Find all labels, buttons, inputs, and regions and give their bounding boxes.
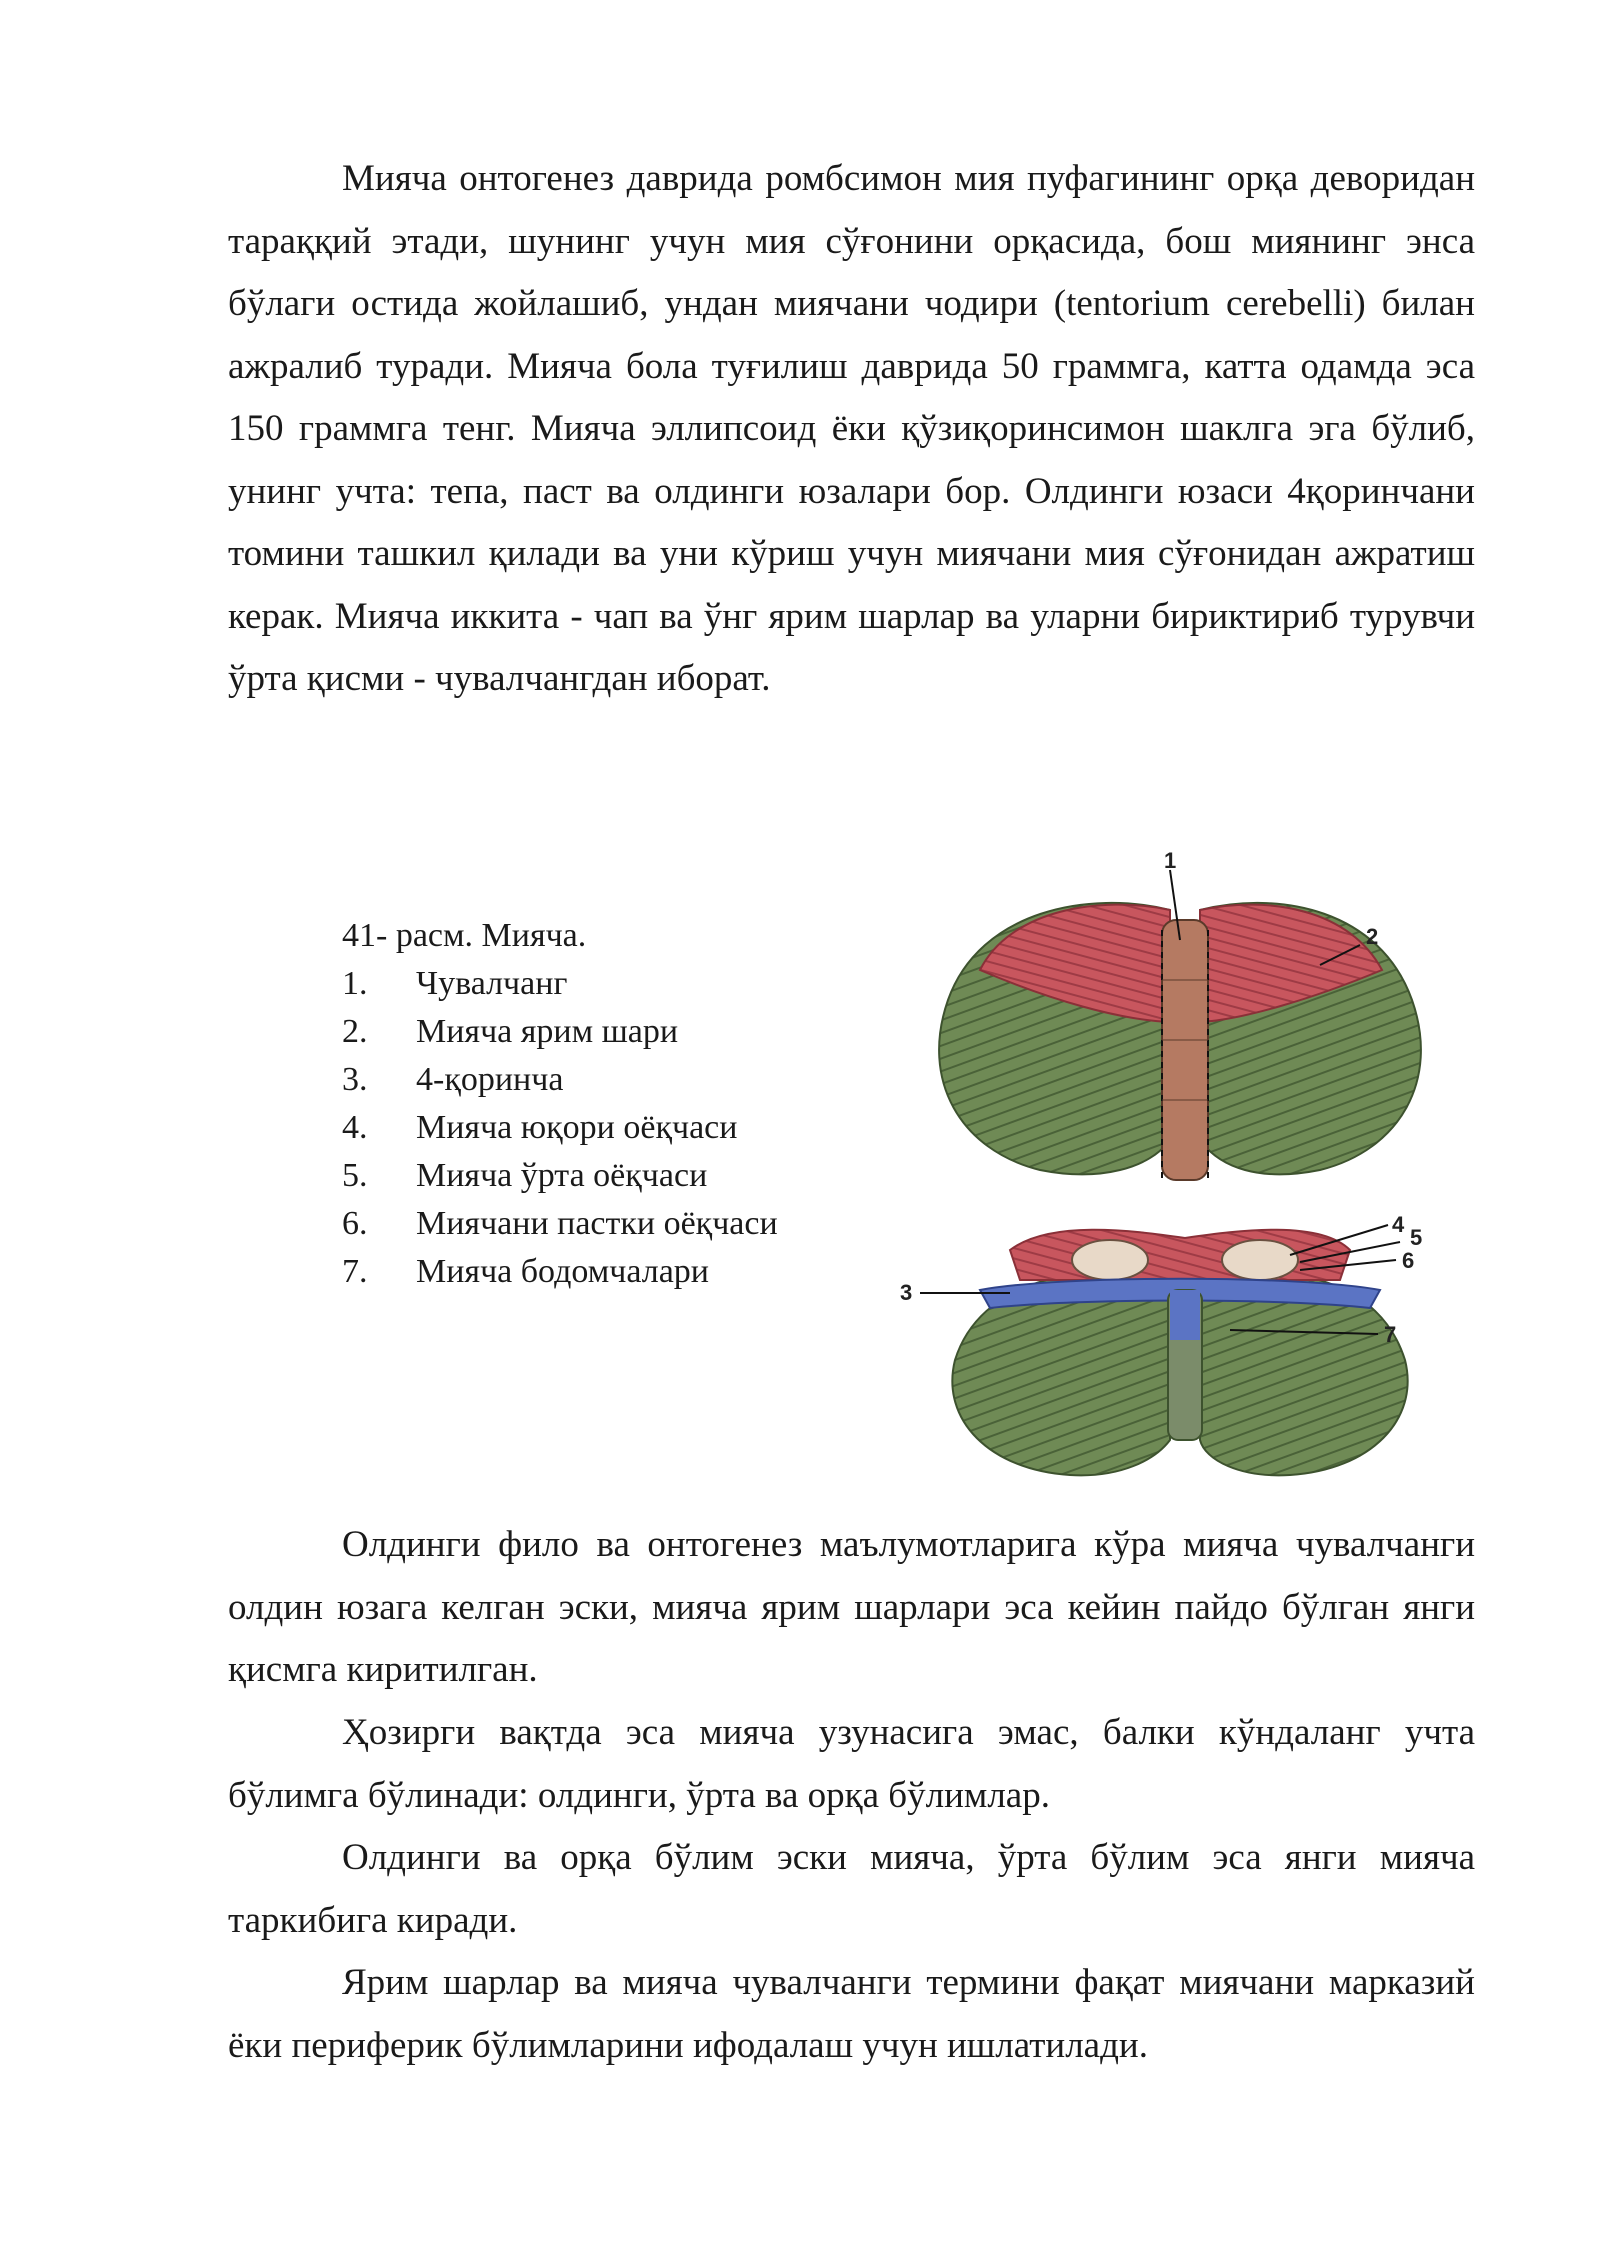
legend-item: 2. Мияча ярим шари	[342, 1013, 679, 1050]
peduncle-left	[1072, 1240, 1148, 1280]
legend-item: 4. Мияча юқори оёқчаси	[342, 1109, 738, 1146]
cerebellum-inferior-view	[900, 1212, 1422, 1475]
vermis-top	[1162, 920, 1208, 1180]
legend-item: 5. Мияча ўрта оёқчаси	[342, 1157, 708, 1194]
legend-item: 1. Чувалчанг	[342, 965, 568, 1002]
figure-caption: 41- расм. Мияча.	[342, 917, 587, 954]
paragraph-lobes: Олдинги ва орқа бўлим эски мияча, ўрта бўлим эса янги мияча таркибига киради.	[228, 1837, 1475, 1941]
figure-legend	[342, 960, 778, 1296]
label-1: 1	[1164, 850, 1177, 873]
peduncles-red	[1010, 1230, 1350, 1280]
label-3: 3	[900, 1280, 913, 1305]
label-2: 2	[1366, 924, 1379, 949]
paragraph-terms: Ярим шарлар ва мияча чувалчанги термини фақат миячани марказий ёки периферик бўлимларини ифодалаш учун ишлатилади.	[228, 1962, 1475, 2066]
cerebellum-superior-view	[939, 850, 1421, 1180]
figure-caption-block	[342, 912, 778, 1296]
legend-item: 7. Мияча бодомчалари	[342, 1253, 709, 1290]
paragraph-intro: Мияча онтогенез даврида ромбсимон мия пуфагининг орқа деворидан тараққий этади, шунинг учун мия сўғонини орқасида, бош миянинг энса бўлаги остида жойлашиб, ундан миячани чодири (tentorium cerebelli) билан ажралиб туради. Мияча бола туғилиш даврида 50 граммга, катта одамда эса 150 граммга тенг. Мияча эллипсоид ёки қўзиқоринсимон шаклга эга бўлиб, унинг учта: тепа, паст ва олдинги юзалари бор. Олдинги юзаси 4қоринчани томини ташкил қилади ва уни кўриш учун миячани мия сўғонидан ажратиш керак. Мияча иккита - чап ва ўнг ярим шарлар ва уларни бириктириб турувчи ўрта қисми - чувалчангдан иборат.	[228, 158, 1475, 699]
peduncle-right	[1222, 1240, 1298, 1280]
cerebellum-illustration	[900, 850, 1460, 1490]
label-5: 5	[1410, 1225, 1423, 1250]
legend-item: 3. 4-қоринча	[342, 1061, 564, 1098]
paragraph-division: Ҳозирги вақтда эса мияча узунасига эмас, балки кўндаланг учта бўлимга бўлинади: олдинги, ўрта ва орқа бўлимлар.	[228, 1712, 1475, 1816]
label-6: 6	[1402, 1248, 1415, 1273]
label-7: 7	[1384, 1322, 1397, 1347]
label-4: 4	[1392, 1212, 1405, 1237]
paragraph-phylogenesis: Олдинги фило ва онтогенез маълумотларига кўра мияча чувалчанги олдин юзага келган эски, мияча ярим шарлари эса кейин пайдо бўлган янги қисмга киритилган.	[228, 1524, 1475, 1690]
cerebellum-drawing	[900, 850, 1460, 1490]
legend-item: 6. Миячани пастки оёқчаси	[342, 1205, 778, 1242]
